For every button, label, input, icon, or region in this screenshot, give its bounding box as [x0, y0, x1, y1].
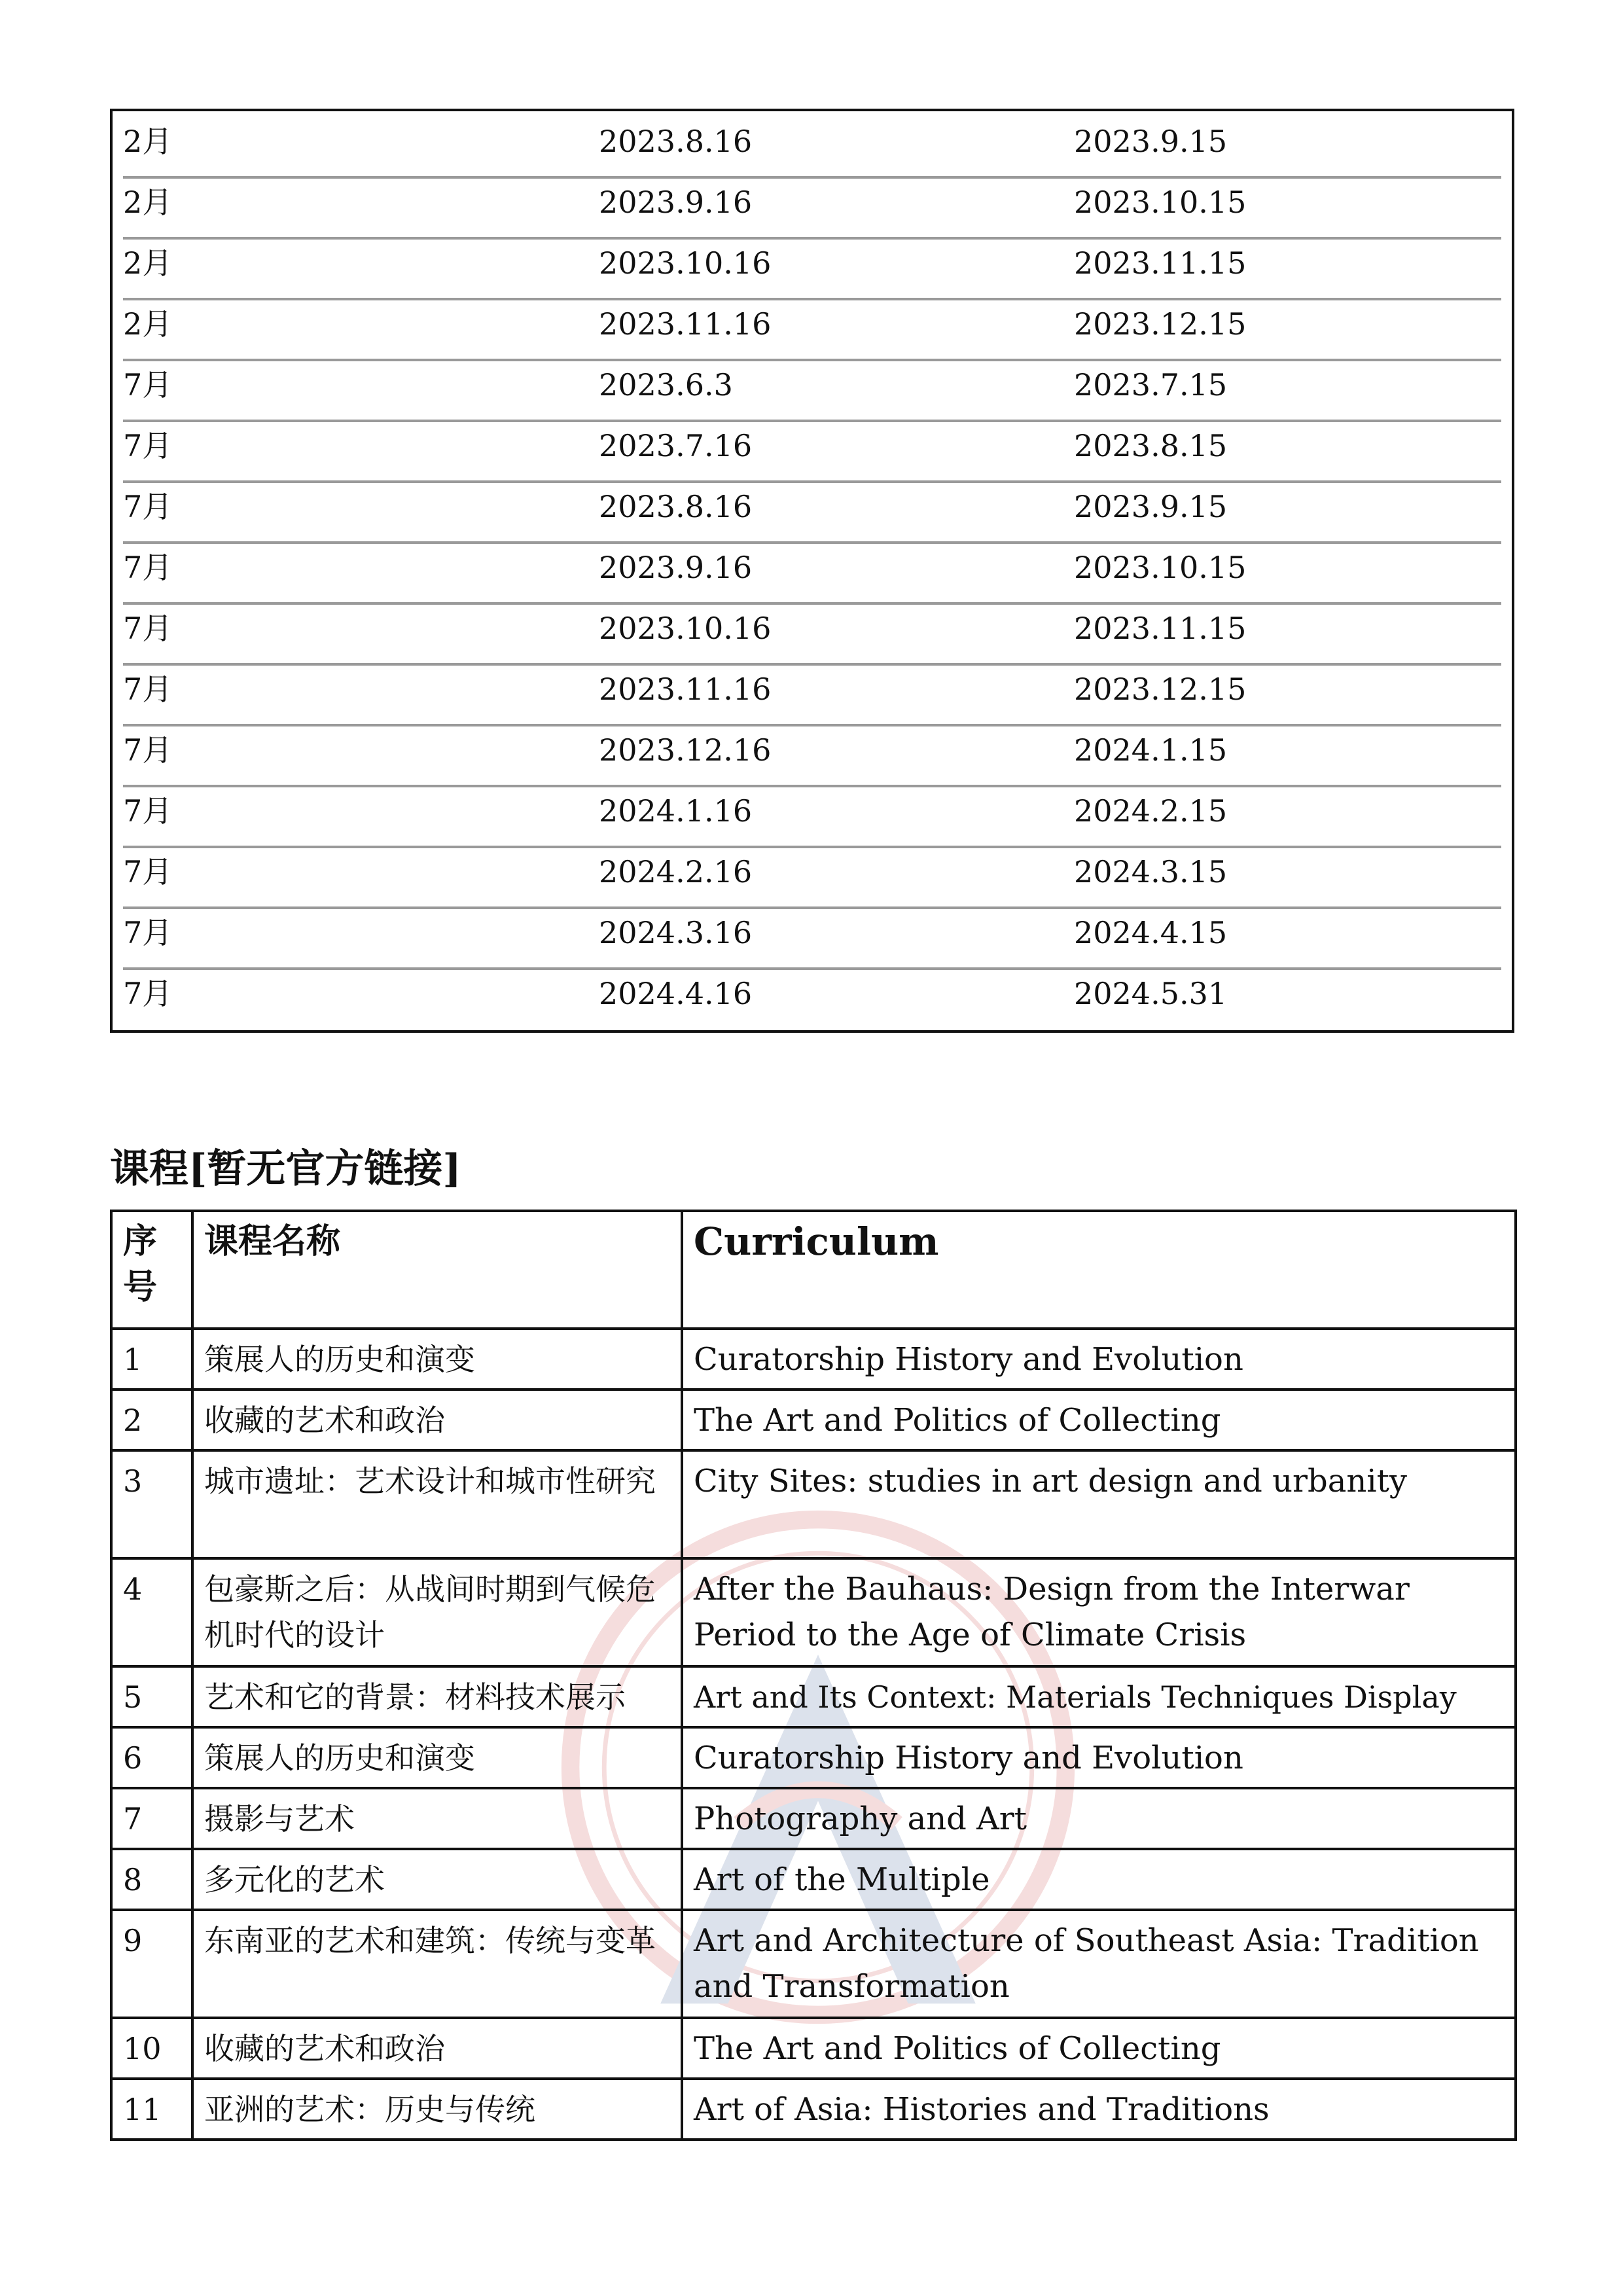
intake-month: 7月	[123, 611, 173, 646]
table-row	[111, 1910, 1516, 2018]
end-date: 2024.1.15	[1074, 732, 1228, 768]
course-no: 7	[111, 1788, 192, 1849]
course-name-en: Art and Its Context: Materials Techniques Display	[682, 1666, 1516, 1727]
end-date: 2024.2.15	[1074, 793, 1228, 829]
course-name-en: Art of the Multiple	[682, 1849, 1516, 1910]
schedule-row	[123, 355, 1501, 416]
header-name-zh: 课程名称	[192, 1211, 682, 1329]
intake-month: 2月	[123, 245, 173, 281]
header-name-en: Curriculum	[682, 1211, 1516, 1329]
end-date: 2024.5.31	[1074, 976, 1228, 1011]
course-no: 4	[111, 1558, 192, 1666]
table-row	[111, 1329, 1516, 1390]
table-row	[111, 1788, 1516, 1849]
start-date: 2023.11.16	[599, 306, 772, 342]
schedule-row	[123, 416, 1501, 476]
table-row	[111, 2018, 1516, 2079]
end-date: 2023.12.15	[1074, 306, 1247, 342]
table-row	[111, 1390, 1516, 1450]
courses-table	[110, 1210, 1517, 2141]
course-name-en: City Sites: studies in art design and urbanity	[682, 1450, 1516, 1558]
schedule-row	[123, 720, 1501, 781]
table-header-row	[111, 1211, 1516, 1329]
intake-month: 7月	[123, 915, 173, 950]
end-date: 2023.10.15	[1074, 185, 1247, 220]
table-row	[111, 1450, 1516, 1558]
start-date: 2024.1.16	[599, 793, 753, 829]
end-date: 2023.12.15	[1074, 672, 1247, 707]
schedule-row	[123, 659, 1501, 720]
start-date: 2023.10.16	[599, 245, 772, 281]
schedule-row	[123, 903, 1501, 963]
table-row	[111, 1666, 1516, 1727]
course-name-zh: 收藏的艺术和政治	[192, 2018, 682, 2079]
start-date: 2023.6.3	[599, 367, 733, 403]
schedule-row	[123, 781, 1501, 842]
course-name-zh: 艺术和它的背景：材料技术展示	[192, 1666, 682, 1727]
table-row	[111, 1849, 1516, 1910]
course-name-en: The Art and Politics of Collecting	[682, 2018, 1516, 2079]
intake-month: 7月	[123, 550, 173, 585]
intake-month: 7月	[123, 854, 173, 889]
course-name-en: Art and Architecture of Southeast Asia: Tradition and Transformation	[682, 1910, 1516, 2018]
end-date: 2023.7.15	[1074, 367, 1228, 403]
course-name-en: Curatorship History and Evolution	[682, 1329, 1516, 1390]
schedule-table	[110, 109, 1514, 1033]
end-date: 2023.9.15	[1074, 489, 1228, 524]
course-name-zh: 策展人的历史和演变	[192, 1329, 682, 1390]
end-date: 2023.10.15	[1074, 550, 1247, 585]
course-no: 11	[111, 2079, 192, 2140]
end-date: 2024.3.15	[1074, 854, 1228, 889]
intake-month: 7月	[123, 489, 173, 524]
schedule-row	[123, 172, 1501, 233]
section-title: 课程[暂无官方链接]	[110, 1146, 461, 1192]
course-name-zh: 策展人的历史和演变	[192, 1727, 682, 1788]
start-date: 2023.8.16	[599, 124, 753, 159]
end-date: 2024.4.15	[1074, 915, 1228, 950]
schedule-row	[123, 111, 1501, 172]
course-name-en: Art of Asia: Histories and Traditions	[682, 2079, 1516, 2140]
end-date: 2023.11.15	[1074, 245, 1247, 281]
schedule-row	[123, 842, 1501, 903]
start-date: 2023.9.16	[599, 185, 753, 220]
course-name-en: After the Bauhaus: Design from the Interwar Period to the Age of Climate Crisis	[682, 1558, 1516, 1666]
end-date: 2023.9.15	[1074, 124, 1228, 159]
table-row	[111, 1558, 1516, 1666]
schedule-row	[123, 233, 1501, 294]
course-name-zh: 亚洲的艺术：历史与传统	[192, 2079, 682, 2140]
course-name-zh: 多元化的艺术	[192, 1849, 682, 1910]
intake-month: 7月	[123, 672, 173, 707]
start-date: 2023.11.16	[599, 672, 772, 707]
course-name-zh: 摄影与艺术	[192, 1788, 682, 1849]
intake-month: 7月	[123, 428, 173, 463]
intake-month: 7月	[123, 976, 173, 1011]
course-name-zh: 收藏的艺术和政治	[192, 1390, 682, 1450]
course-name-en: Photography and Art	[682, 1788, 1516, 1849]
schedule-row	[123, 476, 1501, 537]
start-date: 2023.12.16	[599, 732, 772, 768]
start-date: 2024.4.16	[599, 976, 753, 1011]
end-date: 2023.8.15	[1074, 428, 1228, 463]
start-date: 2023.8.16	[599, 489, 753, 524]
course-no: 3	[111, 1450, 192, 1558]
start-date: 2023.10.16	[599, 611, 772, 646]
course-name-zh: 包豪斯之后：从战间时期到气候危机时代的设计	[192, 1558, 682, 1666]
start-date: 2023.9.16	[599, 550, 753, 585]
course-no: 8	[111, 1849, 192, 1910]
start-date: 2023.7.16	[599, 428, 753, 463]
header-no: 序号	[111, 1211, 192, 1329]
intake-month: 2月	[123, 306, 173, 342]
schedule-row	[123, 598, 1501, 659]
course-no: 10	[111, 2018, 192, 2079]
start-date: 2024.3.16	[599, 915, 753, 950]
intake-month: 7月	[123, 732, 173, 768]
end-date: 2023.11.15	[1074, 611, 1247, 646]
course-name-en: The Art and Politics of Collecting	[682, 1390, 1516, 1450]
course-no: 5	[111, 1666, 192, 1727]
course-name-zh: 东南亚的艺术和建筑：传统与变革	[192, 1910, 682, 2018]
course-no: 1	[111, 1329, 192, 1390]
schedule-row	[123, 963, 1501, 1024]
course-name-en: Curatorship History and Evolution	[682, 1727, 1516, 1788]
schedule-row	[123, 294, 1501, 355]
table-row	[111, 1727, 1516, 1788]
course-name-zh: 城市遗址：艺术设计和城市性研究	[192, 1450, 682, 1558]
table-row	[111, 2079, 1516, 2140]
course-no: 6	[111, 1727, 192, 1788]
intake-month: 2月	[123, 185, 173, 220]
intake-month: 2月	[123, 124, 173, 159]
schedule-row	[123, 537, 1501, 598]
start-date: 2024.2.16	[599, 854, 753, 889]
course-no: 9	[111, 1910, 192, 2018]
intake-month: 7月	[123, 367, 173, 403]
course-no: 2	[111, 1390, 192, 1450]
intake-month: 7月	[123, 793, 173, 829]
